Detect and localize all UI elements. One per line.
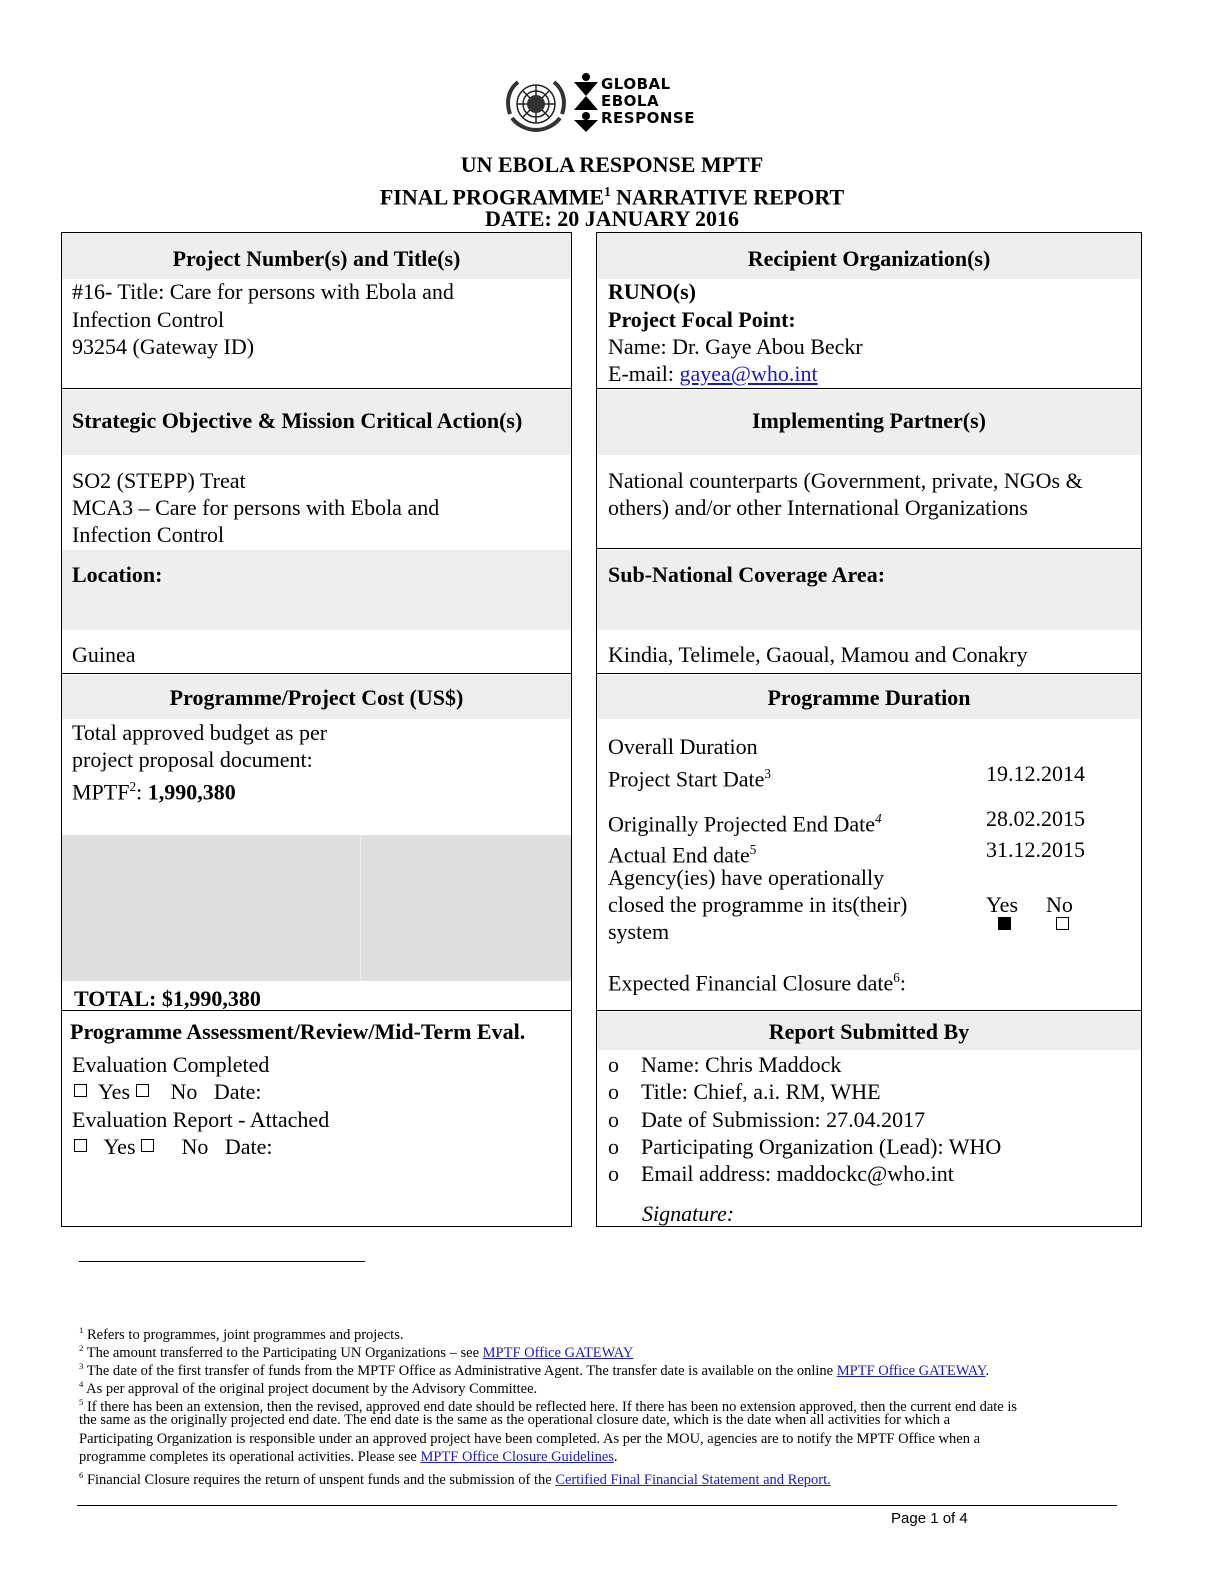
report-title-line2: FINAL PROGRAMME$^1$ NARRATIVE REPORT — [379, 184, 845, 210]
eval-completed-label: Evaluation Completed — [72, 1052, 270, 1077]
eval-report-no-checkbox[interactable] — [141, 1139, 154, 1152]
ger-logo-text: GLOBAL EBOLA RESPONSE — [601, 75, 695, 127]
footnote-4: $^4$ As per approval of the original project document by the Advisory Committee. — [79, 1379, 538, 1397]
duration-expected-label: Expected Financial Closure date$^6$: — [608, 970, 907, 996]
right-column-box — [596, 232, 1142, 1227]
submitted-item-3: o Date of Submission: 27.04.2017 — [608, 1107, 926, 1132]
eval-report-label: Evaluation Report - Attached — [72, 1107, 330, 1132]
recipient-heading: Recipient Organization(s) — [597, 233, 1141, 279]
project-heading: Project Number(s) and Title(s) — [62, 233, 571, 279]
assessment-heading: Programme Assessment/Review/Mid-Term Eval. — [70, 1019, 526, 1044]
eval-completed-options: Yes No Date: — [74, 1078, 262, 1105]
duration-closed-line1: Agency(ies) have operationally — [608, 865, 885, 890]
duration-closed-line3: system — [608, 919, 670, 944]
strategic-line2: MCA3 – Care for persons with Ebola and — [72, 495, 440, 520]
signature-label: Signature: — [642, 1201, 735, 1226]
cost-mptf: MPTF$^2$: 1,990,380 — [72, 779, 236, 805]
report-title-line1: UN EBOLA RESPONSE MPTF — [460, 152, 764, 177]
cost-line1: Total approved budget as per — [72, 720, 328, 745]
recipient-name: Name: Dr. Gaye Abou Beckr — [608, 334, 863, 359]
duration-actual-label: Actual End date$^5$ — [608, 842, 757, 868]
eval-report-yes-checkbox[interactable] — [74, 1139, 87, 1152]
implementing-heading: Implementing Partner(s) — [597, 390, 1141, 455]
strategic-line3: Infection Control — [72, 522, 225, 547]
footnote-5-line2: the same as the originally projected end date. The end date is the same as the operational closure date, which is the date when all activities for which a — [79, 1412, 951, 1428]
un-emblem — [502, 74, 570, 136]
duration-closed-no-checkbox[interactable] — [1056, 917, 1069, 930]
duration-actual-value: 31.12.2015 — [986, 837, 1085, 862]
left-column-box — [61, 232, 572, 1227]
footnote-5-line1: $^5$ If there has been an extension, then the revised, approved end date should be reflected here. If there has been no extension approved, then the current end date is — [79, 1397, 1018, 1415]
footnote-3: $^3$ The date of the first transfer of funds from the MPTF Office as Administrative Agent. The transfer date is available on the online MPTF Office GATEWAY. — [79, 1361, 990, 1379]
implementing-line1: National counterparts (Government, private, NGOs & — [608, 468, 1083, 493]
strategic-line1: SO2 (STEPP) Treat — [72, 468, 246, 493]
submitted-item-5: o Email address: maddockc@who.int — [608, 1161, 954, 1186]
project-title-line1: #16- Title: Care for persons with Ebola and — [72, 279, 454, 304]
recipient-focal-label: Project Focal Point: — [608, 307, 796, 332]
footnote-1: $^1$ Refers to programmes, joint programmes and projects. — [79, 1325, 404, 1343]
duration-no-label: No — [1046, 892, 1073, 917]
footnote-2: $^2$ The amount transferred to the Participating UN Organizations – see MPTF Office GATEWAY — [79, 1343, 634, 1361]
duration-start-value: 19.12.2014 — [986, 761, 1085, 786]
submitted-item-1: o Name: Chris Maddock — [608, 1052, 842, 1077]
subnational-heading: Sub-National Coverage Area: — [597, 550, 1141, 630]
project-title-line2: Infection Control — [72, 307, 225, 332]
implementing-line2: others) and/or other International Organizations — [608, 495, 1028, 520]
duration-heading: Programme Duration — [597, 675, 1141, 719]
footnote-2-link[interactable]: MPTF Office GATEWAY — [482, 1344, 634, 1361]
duration-yes-label: Yes — [986, 892, 1019, 917]
cost-shaded-area — [62, 835, 571, 981]
footnote-6: $^6$ Financial Closure requires the return of unspent funds and the submission of the Certified Final Financial Statement and Report. — [79, 1470, 831, 1488]
strategic-heading: Strategic Objective & Mission Critical Action(s) — [62, 390, 571, 455]
recipient-email-link[interactable]: gayea@who.int — [679, 361, 818, 386]
page-footer-rule — [77, 1505, 1117, 1506]
cost-heading: Programme/Project Cost (US$) — [62, 675, 571, 719]
location-heading: Location: — [62, 550, 571, 630]
cost-line2: project proposal document: — [72, 747, 313, 772]
subnational-value: Kindia, Telimele, Gaoual, Mamou and Conakry — [608, 642, 1028, 667]
recipient-runo: RUNO(s) — [608, 279, 696, 304]
cost-total: TOTAL: $1,990,380 — [74, 986, 261, 1011]
duration-orig-value: 28.02.2015 — [986, 806, 1085, 831]
eval-completed-no-checkbox[interactable] — [136, 1084, 149, 1097]
submitted-item-2: o Title: Chief, a.i. RM, WHE — [608, 1079, 881, 1104]
global-ebola-response-logo — [573, 70, 703, 136]
page-number: Page 1 of 4 — [891, 1510, 968, 1527]
report-date: DATE: 20 JANUARY 2016 — [484, 206, 740, 231]
footnote-5-line4: programme completes its operational activities. Please see MPTF Office Closure Guidelines. — [79, 1449, 618, 1465]
recipient-email-line: E-mail: gayea@who.int — [608, 361, 818, 386]
duration-closed-line2: closed the programme in its(their) — [608, 892, 908, 917]
footnote-3-link[interactable]: MPTF Office GATEWAY — [836, 1362, 986, 1379]
footnote-5-link[interactable]: MPTF Office Closure Guidelines — [420, 1449, 614, 1465]
location-value: Guinea — [72, 642, 136, 667]
duration-overall: Overall Duration — [608, 734, 758, 759]
duration-start-label: Project Start Date$^3$ — [608, 766, 771, 792]
footnote-6-link[interactable]: Certified Final Financial Statement and Report. — [555, 1471, 831, 1488]
submitted-heading: Report Submitted By — [597, 1012, 1141, 1050]
project-gateway-id: 93254 (Gateway ID) — [72, 334, 255, 359]
duration-closed-yes-checkbox[interactable] — [998, 917, 1011, 930]
duration-orig-label: Originally Projected End Date$^4$ — [608, 811, 882, 837]
footnote-5-line3: Participating Organization is responsible under an approved project have been completed. As per the MOU, agencies are to notify the MPTF Office when a — [79, 1431, 981, 1447]
footnote-separator — [79, 1261, 365, 1262]
eval-completed-yes-checkbox[interactable] — [74, 1084, 87, 1097]
eval-report-options: Yes No Date: — [74, 1133, 273, 1160]
submitted-item-4: o Participating Organization (Lead): WHO — [608, 1134, 1002, 1159]
